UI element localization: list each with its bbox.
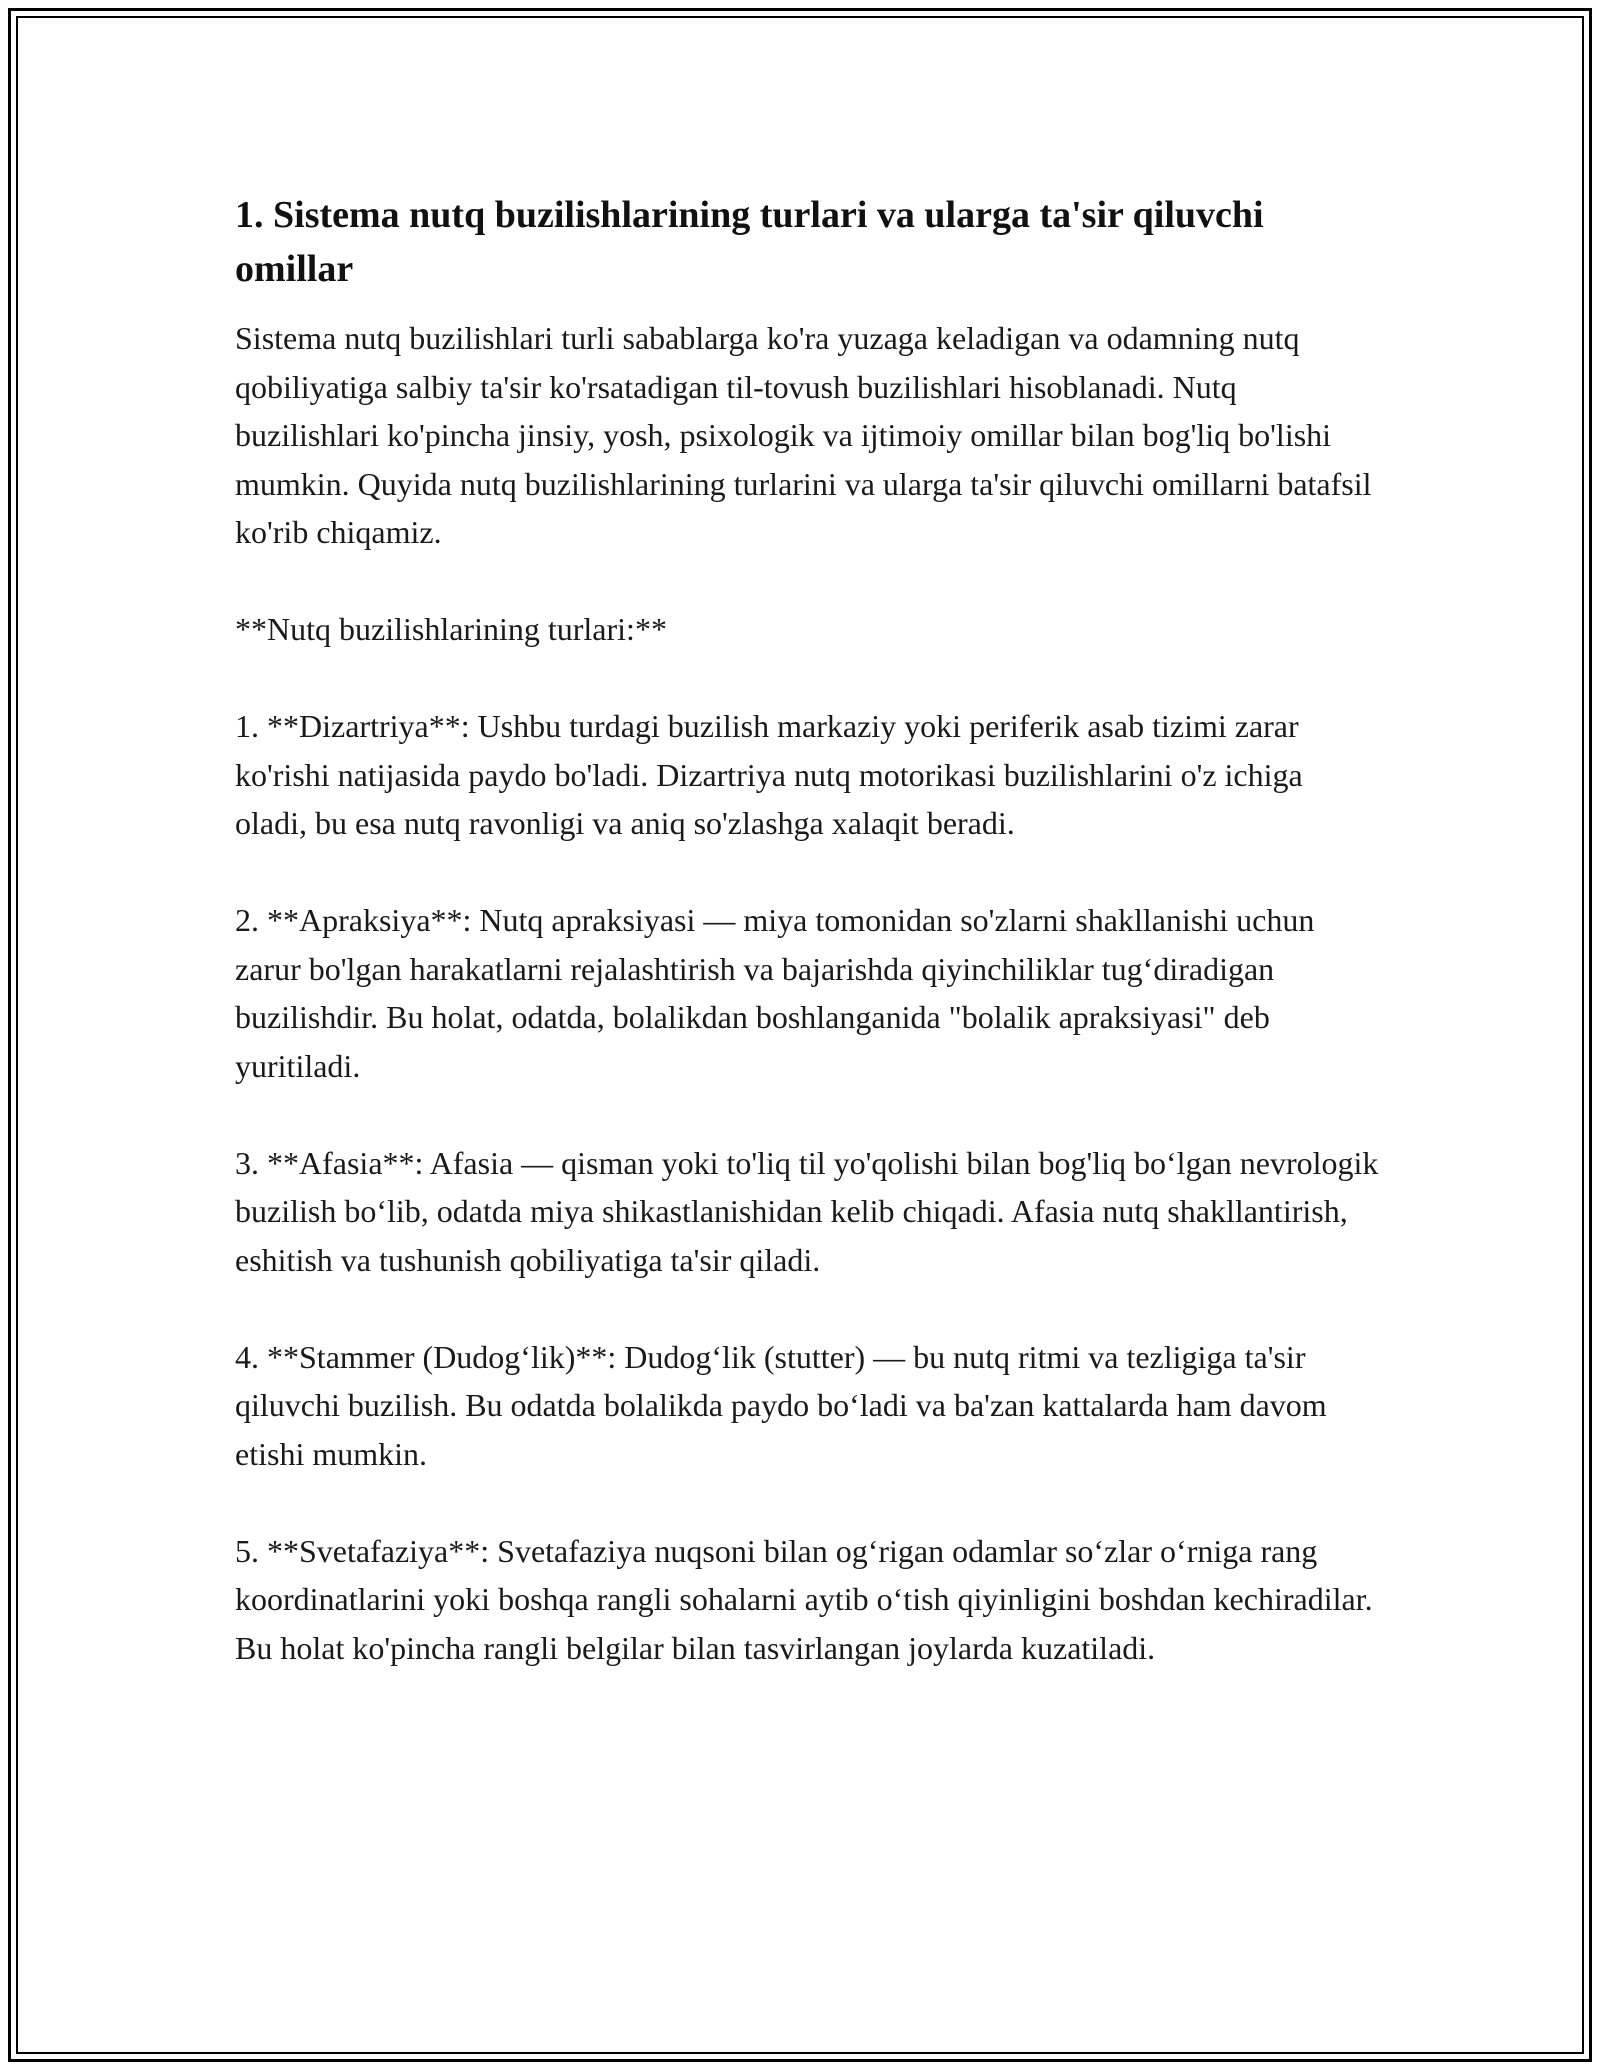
document-body: [235, 188, 1380, 1672]
intro-paragraph: Sistema nutq buzilishlari turli sabablarga ko'ra yuzaga keladigan va odamning nutq qobiliyatiga salbiy ta'sir ko'rsatadigan til-tovush buzilishlari hisoblanadi. Nutq buzilishlari ko'pincha jinsiy, yosh, psixologik va ijtimoiy omillar bilan bog'liq bo'lishi mumkin. Quyida nutq buzilishlarining turlarini va ularga ta'sir qiluvchi omillarni batafsil ko'rib chiqamiz.: [235, 320, 1372, 550]
list-item-dizartriya: 1. **Dizartriya**: Ushbu turdagi buzilish markaziy yoki periferik asab tizimi zarar ko'rishi natijasida paydo bo'ladi. Dizartriya nutq motorikasi buzilishlarini o'z ichiga oladi, bu esa nutq ravonligi va aniq so'zlashga xalaqit beradi.: [235, 708, 1303, 841]
list-item-stammer: 4. **Stammer (Dudog‘lik)**: Dudog‘lik (stutter) — bu nutq ritmi va tezligiga ta'sir qiluvchi buzilish. Bu odatda bolalikda paydo bo‘ladi va ba'zan kattalarda ham davom etishi mumkin.: [235, 1338, 1327, 1472]
section-heading-paragraph: **Nutq buzilishlarining turlari:**: [235, 611, 667, 647]
list-item-svetafaziya: 5. **Svetafaziya**: Svetafaziya nuqsoni bilan og‘rigan odamlar so‘zlar o‘rniga rang koordinatlarini yoki boshqa rangli sohalarni aytib o‘tish qiyinligini boshdan kechiradilar. Bu holat ko'pincha rangli belgilar bilan tasvirlangan joylarda kuzatiladi.: [235, 1532, 1373, 1666]
document-title: 1. Sistema nutq buzilishlarining turlari va ularga ta'sir qiluvchi omillar: [235, 194, 1264, 290]
list-item-afasia: 3. **Afasia**: Afasia — qisman yoki to'liq til yo'qolishi bilan bog'liq bo‘lgan nevrologik buzilish bo‘lib, odatda miya shikastlanishidan kelib chiqadi. Afasia nutq shakllantirish, eshitish va tushunish qobiliyatiga ta'sir qiladi.: [235, 1144, 1379, 1278]
list-item-apraksiya: 2. **Apraksiya**: Nutq apraksiyasi — miya tomonidan so'zlarni shakllanishi uchun zarur bo'lgan harakatlarni rejalashtirish va bajarishda qiyinchiliklar tug‘diradigan buzilishdir. Bu holat, odatda, bolalikdan boshlanganida "bolalik apraksiyasi" deb yuritiladi.: [235, 902, 1315, 1084]
